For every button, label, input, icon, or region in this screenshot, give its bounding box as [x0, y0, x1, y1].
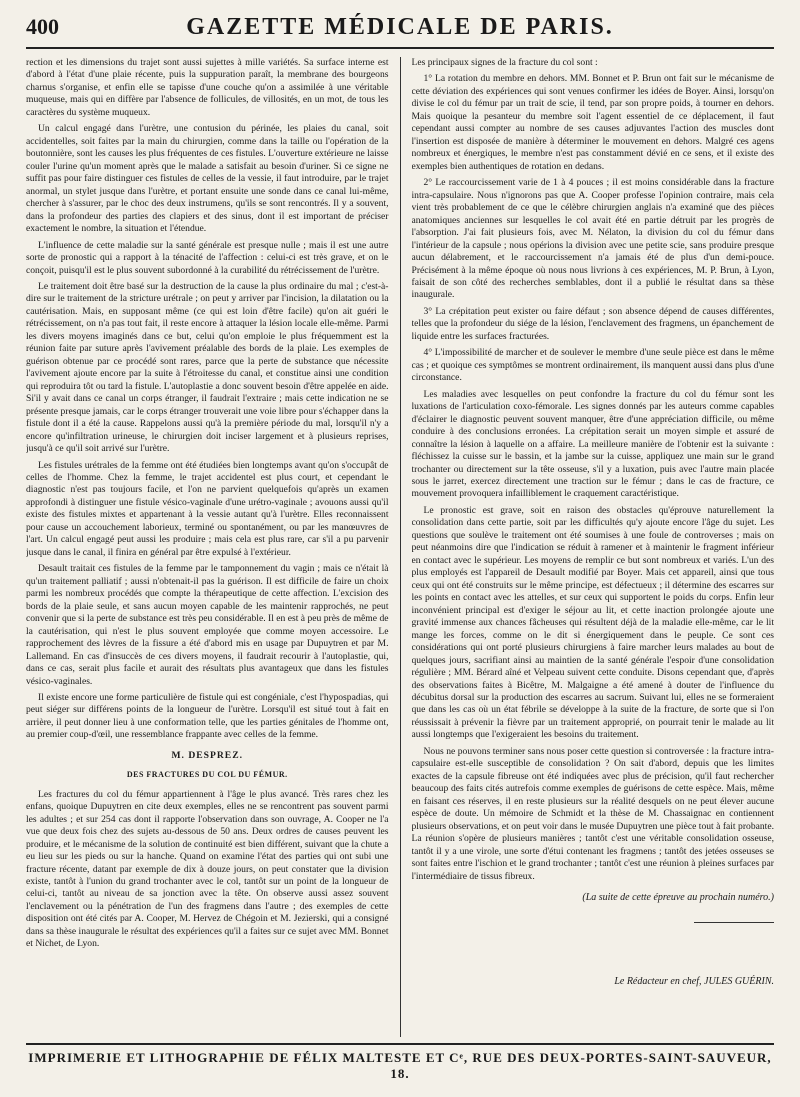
divider-line — [694, 922, 774, 923]
right-column — [412, 57, 775, 1037]
column-rule — [400, 57, 401, 1037]
paragraph: Les fistules urétrales de la femme ont été étudiées bien longtemps avant qu'on s'occupât de celles de l'homme. Chez la femme, le trajet accidentel est plus court, et cependant le diagnostic n'est pas toujours facile, et l'on ne parvient quelquefois qu'après un examen approfondi à distinguer une fistule vésico-vaginale d'une urétro-vaginale ; avouons aussi qu'il existe des fistules mixtes et appartenant à la vessie autant qu'à l'urètre. Elles reconnaissent pour cause un accouchement laborieux, terminé ou spontanément, ou par les manœuvres de l'art. Un calcul engagé peut aussi les produire ; mais cela est plus rare, car s'il a pu parvenir jusque dans le canal, il finira en général par être expulsé à l'extérieur. — [26, 459, 389, 558]
paragraph: 2° Le raccourcissement varie de 1 à 4 pouces ; il est moins considérable dans la fracture intra-capsulaire. Nous n'ignorons pas que A. Cooper professe l'opinion contraire, mais cela vient très probablement de ce que le célèbre chirurgien anglais n'a examiné que des pièces anatomiques anciennes sur lesquelles le col avait été en partie détruit par les progrès de l'absorption. J'ai fait plusieurs fois, avec M. Nélaton, la division du col du fémur dans l'intérieur de la capsule ; nous opérions la division avec une petite scie, sans produire presque aucun délabrement, et le raccourcissement n'a jamais été de plus d'un demi-pouce. Précisément à la même époque où nous nous livrions à ces expériences, M. P. Brun, à Lyon, faisait de son côté des recherches semblables, dont il a publié le résultat dans sa thèse inaugurale. — [411, 177, 774, 301]
left-column — [26, 57, 389, 1037]
paragraph: Les principaux signes de la fracture du col sont : — [411, 57, 598, 68]
paragraph: Le pronostic est grave, soit en raison des obstacles qu'éprouve naturellement la consolidation dans cette partie, soit par les difficultés qu'y ajoute encore l'âge du sujet. Les questions que soulève le traitement ont été soumises à une foule de controverses ; mais on peut néanmoins dire que l'indication se réduit à ramener et à maintenir le fragment inférieur en contact avec le supérieur. Les moyens de remplir ce but sont nombreux et variés. L'un des plus employés est l'appareil de Desault modifié par Boyer. Mais cet appareil, ainsi que tous ceux qui ont été construits sur le même principe, est défectueux ; il détermine des escarres sur les points en contact avec les attelles, et sur ceux qui supportent le poids du corps. Enfin leur inconvénient principal est d'exiger le séjour au lit, et cette inaction prolongée ajoute une gravité immense aux chances fâcheuses qui résultent déjà de la maladie elle-même, car le lit mange les forces, comme on le dit si énergiquement dans le peuple. Ce sont ces considérations qui ont porté plusieurs chirurgiens à faire marcher leurs malades au bout de quelques jours, sacrifiant ainsi au maintien de la santé générale l'espoir d'une consolidation régulière ; MM. Bérard aîné et Velpeau suivent cette conduite. Disons cependant que, d'après des observations faites à Bicêtre, M. Malgaigne a été amené à douter de l'influence du décubitus dorsal sur la production des escarres au sacrum. Suivant lui, elles ne se formeraient que dans les cas où un état fébrile se développe à la suite de la fracture, de sorte que si l'on réussissait à prévenir la fièvre par un traitement approprié, on pourrait tenir le malade au lit aussi longtemps que l'exigeraient les besoins du traitement. — [411, 504, 774, 741]
paragraph: rection et les dimensions du trajet sont aussi sujettes à mille variétés. Sa surface interne est d'abord à l'état d'une plaie récente, puis la suppuration paraît, la membrane des bourgeons charnus s'organise, et enfin elle se tapisse d'une couche qu'on a assimilée à une véritable muqueuse, mais qui en diffère par l'absence de follicules, de villosités, en un mot, de tous les caractères du système muqueux. — [26, 57, 389, 118]
paragraph: Les maladies avec lesquelles on peut confondre la fracture du col du fémur sont les luxations de l'articulation coxo-fémorale. Les signes donnés par les auteurs comme capables d'éclairer le diagnostic peuvent souvent manquer, être d'une appréciation difficile, ou même conduire à des conclusions erronées. La crépitation serait un moyen simple et assuré de connaître la lésion à laquelle on a affaire. La meilleure manière de l'obtenir est la suivante : fléchissez la cuisse sur le bassin, et la jambe sur la cuisse, appliquez une main sur le grand trochanter ou directement sur la tête osseuse, s'il y a luxation, puis avec l'autre main placée sous le jarret, exercez directement une traction sur le fémur ; dans le cas de fracture, ce mouvement provoquera infailliblement le craquement caractéristique. — [411, 388, 774, 500]
paragraph: Un calcul engagé dans l'urètre, une contusion du périnée, les plaies du canal, soit accidentelles, soit faites par la main du chirurgien, comme dans la taille ou l'opération de la boutonnière, sont les causes les plus fréquentes de ces fistules. L'ouverture extérieure ne laisse couler l'urine qu'un moment après que le malade a satisfait au besoin d'uriner. Si ce signe ne suffit pas pour faire distinguer ces fistules de celles de la vessie, il faut introduire, par le trajet anormal, un stylet jusque dans l'urètre, et portant ensuite une sonde dans ce canal lui-même, chercher à s'assurer, par le choc des deux instrumens, qu'ils se sont rencontrés. Il y a souvent, dans la profondeur des parties des clapiers et des sinus, dont il est important de préciser exactement le nombre, la situation et l'étendue. — [26, 123, 389, 235]
article-title: DES FRACTURES DU COL DU FÉMUR. — [126, 770, 288, 780]
author-signature: M. DESPREZ. — [171, 749, 243, 761]
paragraph: Nous ne pouvons terminer sans nous poser cette question si controversée : la fracture intra-capsulaire est-elle susceptible de consolidation ? On sait d'abord, depuis que les limites exactes de la capsule fibreuse ont été indiquées avec plus de précision, qu'il faut rechercher beaucoup des faits cités autrefois comme exemples de guérisons de cette espèce. Mais, même en faisant ces réserves, il en reste plusieurs sur la réalité desquels on ne peut élever aucune espèce de doute. Un mémoire de Schmidt et la thèse de M. Chassaignac en contiennent plusieurs observations, et on peut voir dans le musée Dupuytren une pièce tout à fait probante. La réunion s'opère de plusieurs manières ; tantôt c'est une véritable consolidation osseuse, tantôt il y a une virole, une sorte d'étui contenant les fragmens ; tantôt des jetées osseuses se sont faites entre l'ischion et le grand trochanter ; tantôt c'est une réunion à pleines surfaces par l'intermédiaire de tissus fibreux. — [411, 745, 774, 882]
paragraph: Les fractures du col du fémur appartiennent à l'âge le plus avancé. Très rares chez les enfans, quoique Dupuytren en cite deux exemples, elles ne se rencontrent pas souvent parmi les adultes ; et sur 254 cas dont il rapporte l'observation dans son ouvrage, A. Cooper ne l'a vue que deux fois chez des sujets au-dessous de 50 ans. Deux ordres de causes peuvent les produire, et le mécanisme de la solution de continuité est bien différent, suivant que la chute a eu lieu sur les pieds ou sur la hanche. Quand on examine l'état des parties qui ont subi une fracture récente, datant par exemple de dix à douze jours, on peut constater que la division existe, tantôt à l'union du grand trochanter avec le col, tantôt sur un point de la longueur de celui-ci, tantôt au niveau de sa jonction avec la tête. On observe aussi assez souvent l'enclavement ou la pénétration de l'un des fragmens dans l'autre ; des exemples de cette disposition ont été cités par A. Cooper, M. Hervez de Chégoin et M. Jezierski, qui a consigné dans sa thèse inaugurale le résultat des expériences qu'il a faites sur ce sujet avec MM. Bonnet et Nichet, de Lyon. — [26, 788, 389, 950]
article-columns — [26, 57, 774, 1037]
paragraph: Il existe encore une forme particulière de fistule qui est congéniale, c'est l'hypospadias, qui peut siéger sur différens points de la longueur de l'urètre. Lorsqu'il est situé tout à fait en arrière, il peut donner lieu à une conformation telle, que les parties génitales de l'homme ont, au premier coup-d'œil, une ressemblance frappante avec celles de la femme. — [26, 691, 389, 741]
paragraph: Desault traitait ces fistules de la femme par le tamponnement du vagin ; mais ce n'était là qu'un traitement palliatif ; aussi n'obtenait-il pas la guérison. Il est difficile de faire un choix parmi les nombreux procédés que compte la thérapeutique de cette affection. L'excision des bords de la plaie seule, et sans aucun moyen capable de les maintenir rapprochés, ne peut convenir que si la perte de substance est très peu considérable. Il en est à peu près de même de la cautérisation, qui n'est le plus souvent employée que comme moyen accessoire. Le rapprochement des lèvres de la fissure a été d'abord mis en usage par Dupuytren et par M. Lallemand. En cas d'insuccès de ces divers moyens, il faudrait recourir à l'autoplastie, qui, dans ce cas, serait plus facile et aurait des résultats plus avantageux que dans les fistules vésico-vaginales. — [26, 563, 389, 687]
paragraph: Le traitement doit être basé sur la destruction de la cause la plus ordinaire du mal ; c'est-à-dire sur le traitement de la stricture urétrale ; on peut y arriver par l'incision, la dilatation ou la cautérisation. Mais, en supposant même (ce qui est loin d'être facile) qu'on ait guéri le rétrécissement, on n'a pas tout fait, il reste encore à attaquer la lésion locale elle-même. Parmi les divers moyens imaginés dans ce but, celui qu'on emploie le plus fréquemment est la réunion faite par suture après l'avivement préalable des bords de la plaie. Les exemples de guérison obtenue par ce procédé sont rares, parce que la perte de substance que nécessite l'avivement ajoute encore par la suite à l'étroitesse du canal, et constitue ainsi une condition qui reproduira tôt ou tard la fistule. L'autoplastie a donc souvent besoin d'être appelée en aide. Si'il y avait dans ce canal un corps étranger, il faudrait l'extraire ; mais cette indication ne se présente presque jamais, car le corps étranger trouverait une voie libre pour s'échapper dans la fistule dont il a été la cause. Rappelons aussi qu'à la première période du mal, lorsqu'il n'y a encore qu'infiltration urineuse, le chirurgien doit inciser largement et à plusieurs reprises, jusqu'à ce qu'il soit arrivé sur l'urètre. — [26, 280, 389, 455]
paragraph: 1° La rotation du membre en dehors. MM. Bonnet et P. Brun ont fait sur le mécanisme de cette déviation des expériences qui sont venues confirmer les idées de Boyer. Ainsi, lorsqu'on divise le col du fémur par un trait de scie, il tend, par son propre poids, à tourner en dehors. Mais quoique la pesanteur du membre soit l'agent essentiel de ce déplacement, il faut cependant aussi compter au nombre de ses causes adjuvantes l'action des muscles dont l'insertion est disposée de manière à déterminer le mouvement en dehors. Malgré ces agens nombreux et énergiques, le membre n'est pas constamment dévié en ce sens, et il existe des exemples bien authentiques de rotation en dedans. — [411, 73, 774, 172]
page-number: 400 — [26, 14, 59, 39]
continuation-note: (La suite de cette épreuve au prochain numéro.) — [582, 892, 774, 903]
journal-title: GAZETTE MÉDICALE DE PARIS. — [186, 14, 614, 40]
paragraph: 3° La crépitation peut exister ou faire défaut ; son absence dépend de causes différentes, telles que la profondeur du siége de la lésion, l'enclavement des fragmens, un épanchement de liquide entre les surfaces fracturées. — [411, 305, 774, 342]
paragraph: 4° L'impossibilité de marcher et de soulever le membre d'une seule pièce est dans le même cas ; et quoique ces symptômes se montrent ordinairement, ils manquent aussi dans plus d'une circonstance. — [411, 347, 774, 384]
printer-imprint: IMPRIMERIE ET LITHOGRAPHIE DE FÉLIX MALTESTE ET Cᵉ, RUE DES DEUX-PORTES-SAINT-SAUVEUR, 18. — [26, 1043, 774, 1082]
editor-signature: Le Rédacteur en chef, JULES GUÉRIN. — [614, 976, 774, 987]
paragraph: L'influence de cette maladie sur la santé générale est presque nulle ; mais il est une autre sorte de pronostic qui a rapport à la ténacité de l'affection : celui-ci est très grave, et on le conçoit, puisqu'il est le plus souvent subordonné à la curabilité du rétrécissement de l'urètre. — [26, 239, 389, 276]
page-header — [26, 14, 774, 49]
